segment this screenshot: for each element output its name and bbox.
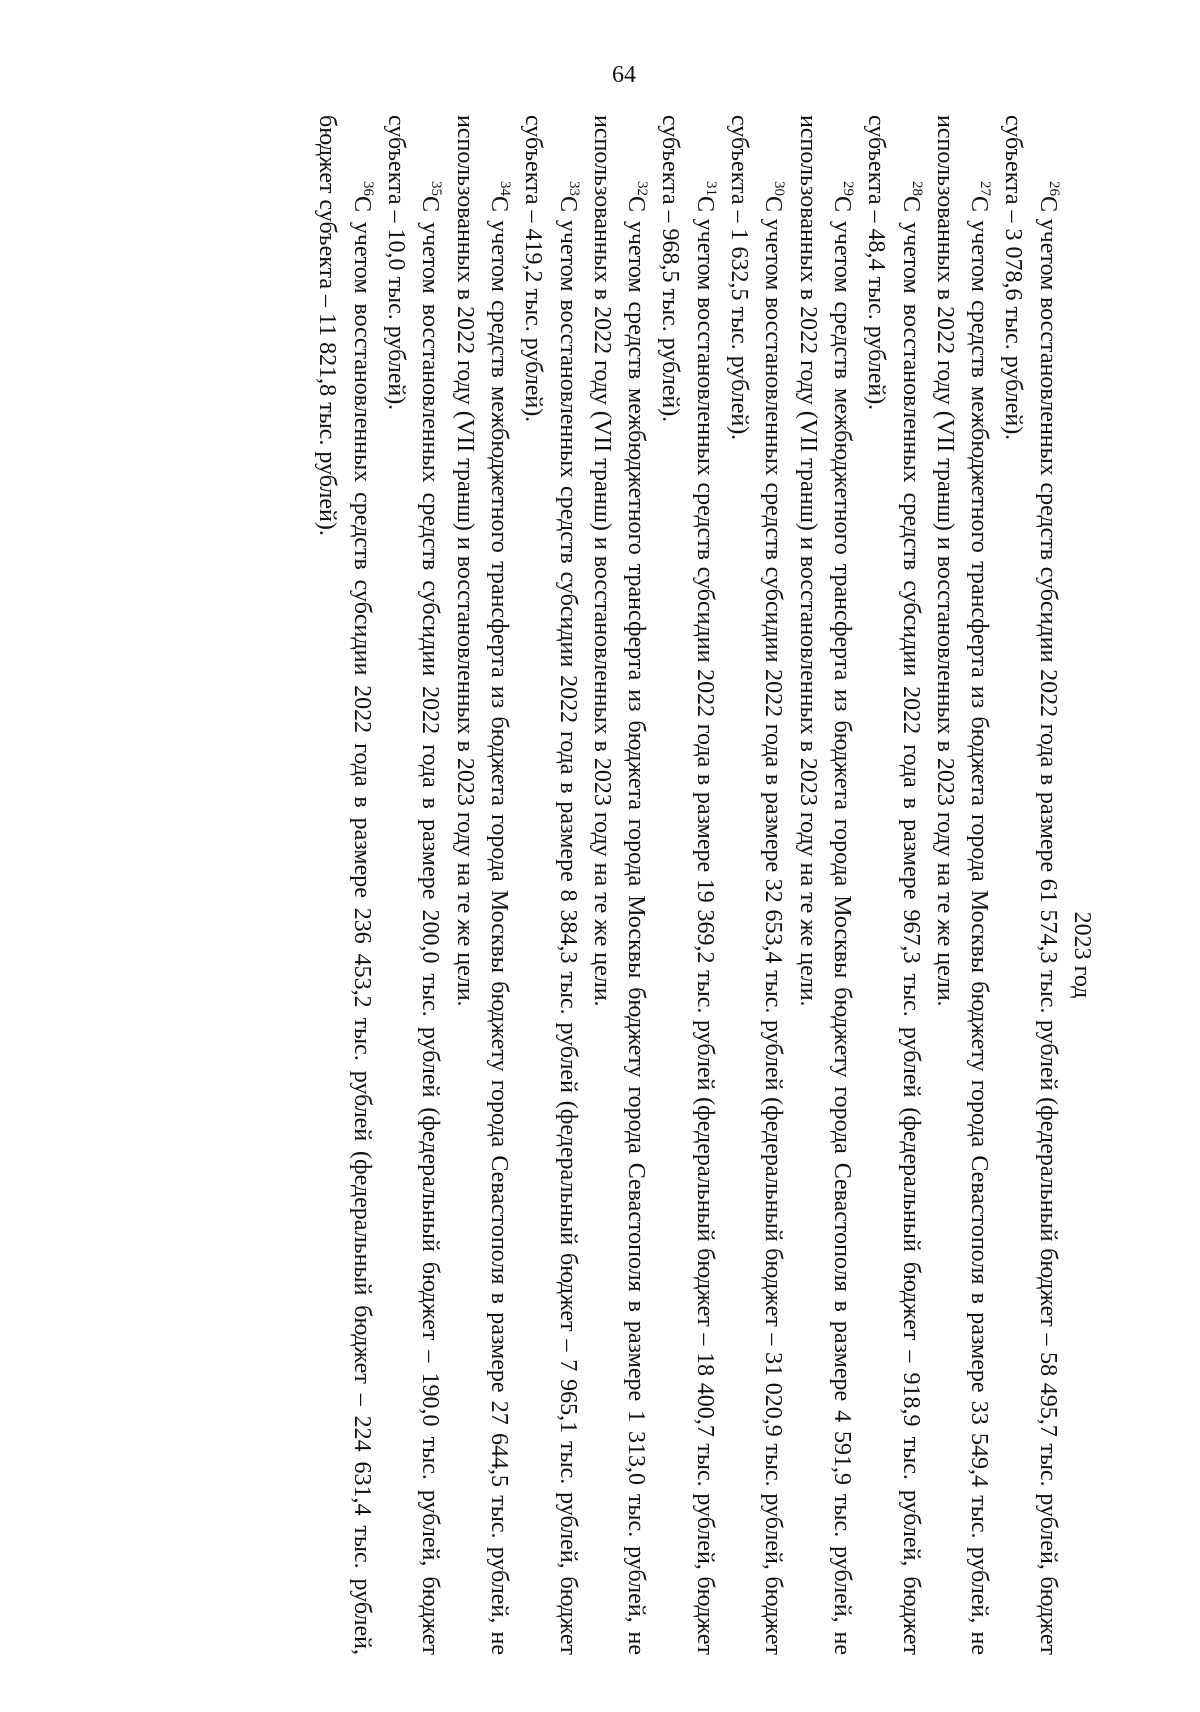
footnote-mark: 35 bbox=[428, 181, 445, 196]
footnote-mark: 34 bbox=[496, 181, 513, 196]
footnote-27 bbox=[928, 115, 997, 1655]
footnote-36 bbox=[310, 115, 379, 1655]
footnote-30 bbox=[722, 115, 791, 1655]
footnote-29 bbox=[790, 115, 859, 1655]
footnote-35 bbox=[379, 115, 448, 1655]
footnote-26 bbox=[996, 115, 1065, 1655]
footnote-text: С учетом восстановленных средств субсидии 2022 года в размере 967,3 тыс. рублей (федеральный бюджет – 918,9 тыс. рублей, бюджет субъекта – 48,4 тыс. рублей). bbox=[863, 115, 924, 1655]
footnote-28 bbox=[859, 115, 928, 1655]
footnote-33 bbox=[516, 115, 585, 1655]
footnote-32 bbox=[585, 115, 654, 1655]
footnote-34 bbox=[447, 115, 516, 1655]
footnote-text: С учетом восстановленных средств субсидии 2022 года в размере 19 369,2 тыс. рублей (федеральный бюджет – 18 400,7 тыс. рублей, бюджет субъекта – 968,5 тыс. рублей). bbox=[657, 115, 718, 1655]
footnote-mark: 27 bbox=[977, 181, 994, 196]
year-heading: 2023 год bbox=[1069, 911, 1095, 999]
footnote-mark: 33 bbox=[565, 181, 582, 196]
footnote-mark: 32 bbox=[634, 181, 651, 196]
footnote-mark: 26 bbox=[1045, 181, 1062, 196]
footnote-text: С учетом средств межбюджетного трансферта из бюджета города Москвы бюджету города Севастополя в размере 27 644,5 тыс. рублей, не использованных в 2022 году (VII транш) и восстановленных в 2023 году на те же цели. bbox=[451, 115, 512, 1655]
footnote-mark: 31 bbox=[702, 181, 719, 196]
footnote-text: С учетом восстановленных средств субсидии 2022 года в размере 8 384,3 тыс. рублей (федеральный бюджет – 7 965,1 тыс. рублей, бюджет субъекта – 419,2 тыс. рублей). bbox=[520, 115, 581, 1655]
footnote-mark: 36 bbox=[359, 181, 376, 196]
footnote-mark: 30 bbox=[771, 181, 788, 196]
footnote-text: С учетом восстановленных средств субсидии 2022 года в размере 61 574,3 тыс. рублей (федеральный бюджет – 58 495,7 тыс. рублей, бюджет субъекта – 3 078,6 тыс. рублей). bbox=[1000, 115, 1061, 1655]
footnote-text: С учетом восстановленных средств субсидии 2022 года в размере 32 653,4 тыс. рублей (федеральный бюджет – 31 020,9 тыс. рублей, бюджет субъекта – 1 632,5 тыс. рублей). bbox=[726, 115, 787, 1655]
footnote-text: С учетом восстановленных средств субсидии 2022 года в размере 236 453,2 тыс. рублей (федеральный бюджет – 224 631,4 тыс. рублей, бюджет субъекта – 11 821,8 тыс. рублей). bbox=[314, 115, 375, 1655]
footnote-text: С учетом средств межбюджетного трансферта из бюджета города Москвы бюджету города Севастополя в размере 4 591,9 тыс. рублей, не использованных в 2022 году (VII транш) и восстановленных в 2023 году на те же цели. bbox=[794, 115, 855, 1655]
footnote-text: С учетом восстановленных средств субсидии 2022 года в размере 200,0 тыс. рублей (федеральный бюджет – 190,0 тыс. рублей, бюджет субъекта – 10,0 тыс. рублей). bbox=[383, 115, 444, 1655]
footnote-text: С учетом средств межбюджетного трансферта из бюджета города Москвы бюджету города Севастополя в размере 1 313,0 тыс. рублей, не использованных в 2022 году (VII транш) и восстановленных в 2023 году на те же цели. bbox=[588, 115, 650, 1655]
rotated-text-block bbox=[239, 115, 1099, 1655]
page-number: 64 bbox=[612, 62, 636, 88]
footnote-mark: 28 bbox=[908, 181, 925, 196]
footnote-mark: 29 bbox=[839, 181, 856, 196]
footnote-31 bbox=[653, 115, 722, 1655]
footnote-text: С учетом средств межбюджетного трансферта из бюджета города Москвы бюджету города Севастополя в размере 33 549,4 тыс. рублей, не использованных в 2022 году (VII транш) и восстановленных в 2023 году на те же цели. bbox=[931, 115, 993, 1655]
